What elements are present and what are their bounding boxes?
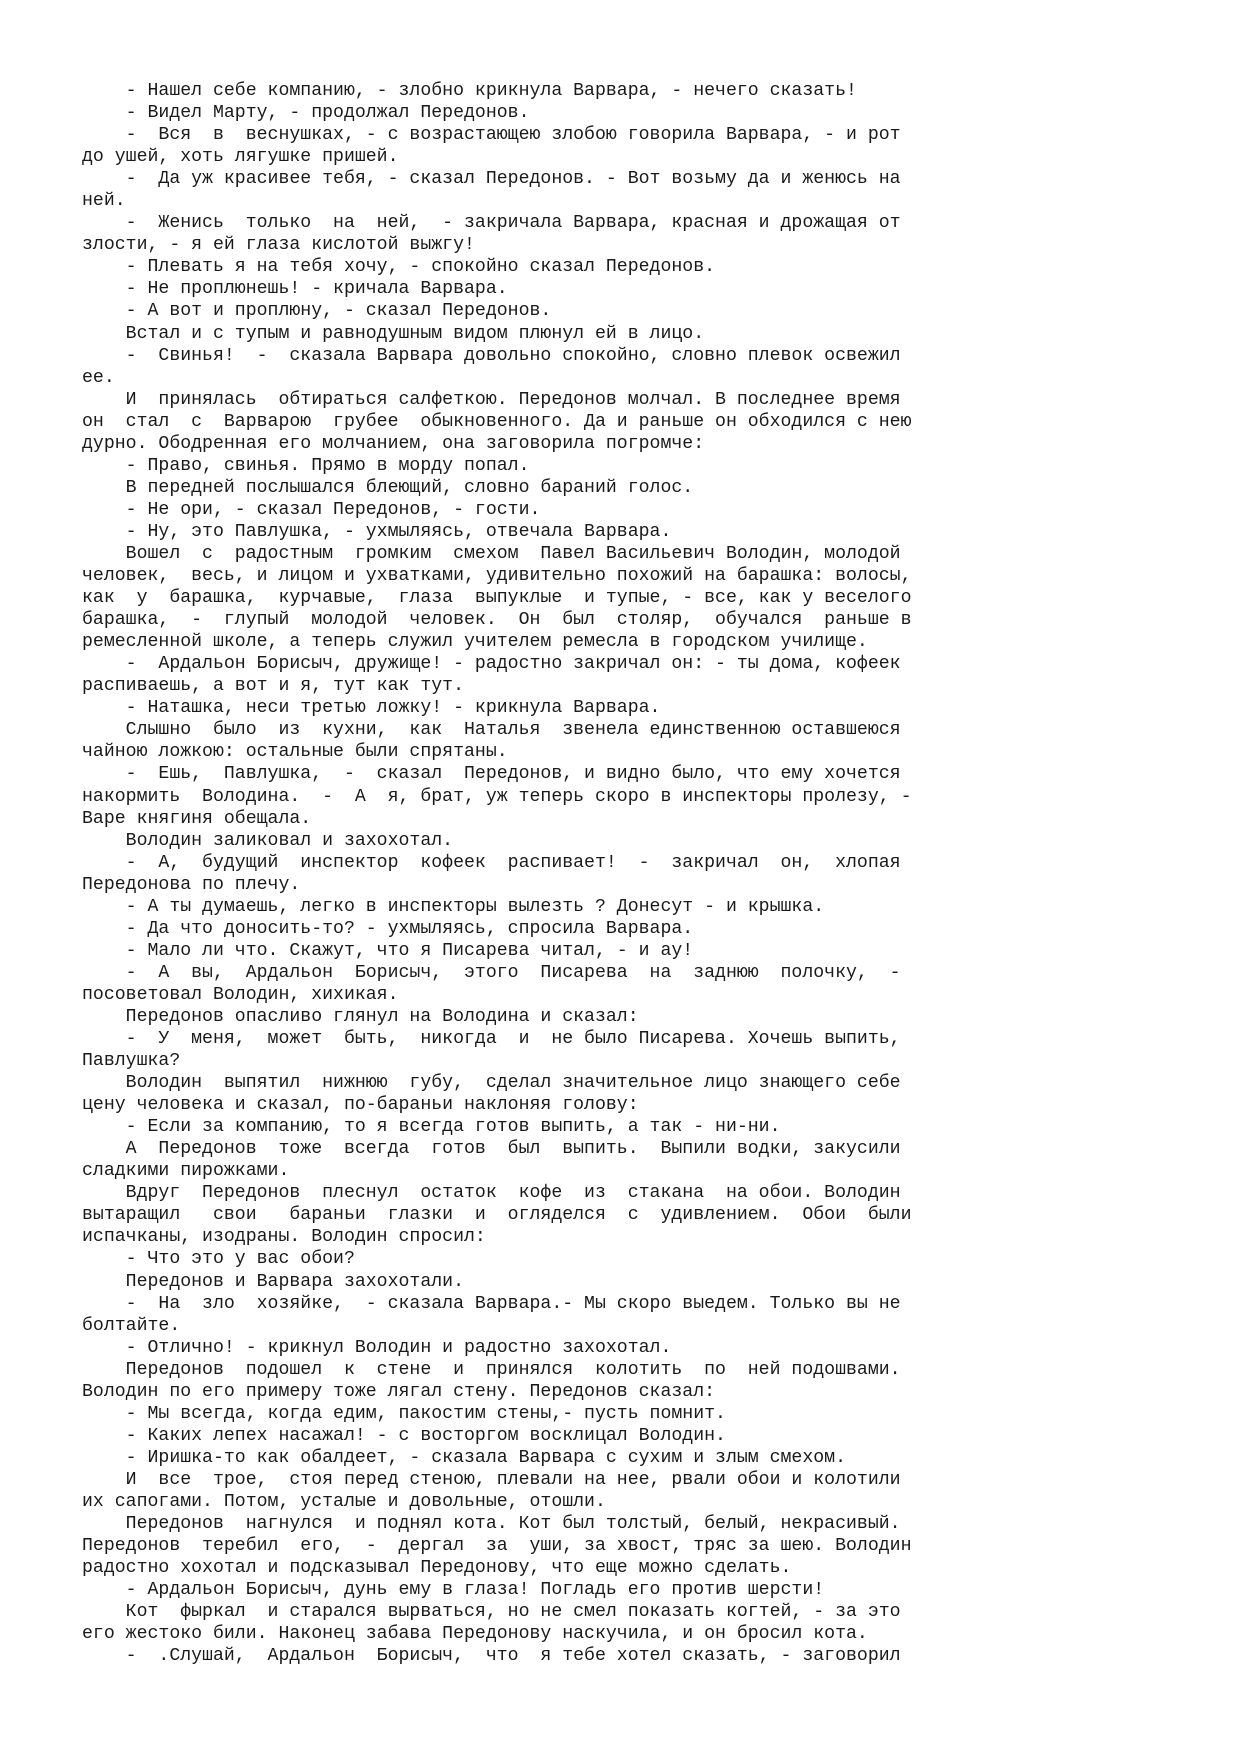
text-line: ремесленной школе, а теперь служил учителем ремесла в городском училище. xyxy=(82,632,868,653)
text-line: - Плевать я на тебя хочу, - спокойно сказал Передонов. xyxy=(82,257,716,278)
text-line: - А вот и проплюну, - сказал Передонов. xyxy=(82,301,552,322)
text-line: - Не проплюнешь! - кричала Варвара. xyxy=(82,279,508,300)
text-line: - У меня, может быть, никогда и не было Писарева. Хочешь выпить, xyxy=(82,1029,901,1050)
text-line: Передонов опасливо глянул на Володина и сказал: xyxy=(82,1006,639,1027)
text-line: Вошел с радостным громким смехом Павел Васильевич Володин, молодой xyxy=(82,543,901,564)
text-line: - А, будущий инспектор кофеек распивает! - закричал он, хлопая xyxy=(82,852,901,873)
text-line: радостно хохотал и подсказывал Передонову, что еще можно сделать. xyxy=(82,1558,792,1579)
text-line: Володин выпятил нижнюю губу, сделал значительное лицо знающего себе xyxy=(82,1073,901,1094)
text-line: ее. xyxy=(82,367,115,388)
text-line: - Иришка-то как обалдеет, - сказала Варвара с сухим и злым смехом. xyxy=(82,1447,846,1468)
text-line: - Видел Марту, - продолжал Передонов. xyxy=(82,103,530,124)
text-line: накормить Володина. - А я, брат, уж теперь скоро в инспекторы пролезу, - xyxy=(82,786,912,807)
text-line: человек, весь, и лицом и ухватками, удивительно похожий на барашка: волосы, xyxy=(82,566,912,587)
text-line: вытаращил свои бараньи глазки и огляделся с удивлением. Обои были xyxy=(82,1205,912,1226)
text-line: Володин заликовал и захохотал. xyxy=(82,830,454,851)
text-line: - Ну, это Павлушка, - ухмыляясь, отвечала Варвара. xyxy=(82,521,672,542)
text-line: их сапогами. Потом, усталые и довольные, отошли. xyxy=(82,1492,606,1512)
text-line: чайною ложкою: остальные были спрятаны. xyxy=(82,742,508,763)
text-line: Володин по его примеру тоже лягал стену. Передонов сказал: xyxy=(82,1381,716,1402)
text-line: - Да уж красивее тебя, - сказал Передонов. - Вот возьму да и женюсь на xyxy=(82,169,901,190)
text-line: - А вы, Ардальон Борисыч, этого Писарева на заднюю полочку, - xyxy=(82,962,901,983)
text-line: Встал и с тупым и равнодушным видом плюнул ей в лицо. xyxy=(82,323,705,344)
text-line: Передонов теребил его, - дергал за уши, за хвост, тряс за шею. Володин xyxy=(82,1536,912,1557)
text-line: - Наташка, неси третью ложку! - крикнула Варвара. xyxy=(82,698,661,719)
text-line: - Ардальон Борисыч, дунь ему в глаза! Погладь его против шерсти! xyxy=(82,1580,825,1601)
text-line: Слышно было из кухни, как Наталья звенела единственною оставшеюся xyxy=(82,720,901,741)
text-line: - Не ори, - сказал Передонов, - гости. xyxy=(82,499,541,520)
text-line: распиваешь, а вот и я, тут как тут. xyxy=(82,676,464,697)
text-line: А Передонов тоже всегда готов был выпить. Выпили водки, закусили xyxy=(82,1139,901,1160)
text-line: Вдруг Передонов плеснул остаток кофе из стакана на обои. Володин xyxy=(82,1183,901,1204)
text-line: до ушей, хоть лягушке пришей. xyxy=(82,147,399,168)
text-line: - Мало ли что. Скажут, что я Писарева читал, - и ау! xyxy=(82,940,694,961)
text-line: испачканы, изодраны. Володин спросил: xyxy=(82,1227,486,1248)
text-line: - Нашел себе компанию, - злобно крикнула Варвара, - нечего сказать! xyxy=(82,81,857,101)
text-line: сладкими пирожками. xyxy=(82,1161,290,1182)
text-line: посоветовал Володин, хихикая. xyxy=(82,984,399,1005)
text-line: В передней послышался блеющий, словно бараний голос. xyxy=(82,477,694,498)
text-line: - Что это у вас обои? xyxy=(82,1249,355,1270)
text-line: злости, - я ей глаза кислотой выжгу! xyxy=(82,235,475,256)
text-line: - На зло хозяйке, - сказала Варвара.- Мы скоро выедем. Только вы не xyxy=(82,1293,901,1314)
text-line: - Ешь, Павлушка, - сказал Передонов, и видно было, что ему хочется xyxy=(82,764,901,785)
text-line: Передонов подошел к стене и принялся колотить по ней подошвами. xyxy=(82,1359,901,1380)
document-body xyxy=(82,80,1032,1667)
text-line: ней. xyxy=(82,191,126,212)
text-line: - Отлично! - крикнул Володин и радостно захохотал. xyxy=(82,1337,672,1358)
text-line: его жестоко били. Наконец забава Передонову наскучила, и он бросил кота. xyxy=(82,1624,868,1645)
text-line: - Право, свинья. Прямо в морду попал. xyxy=(82,455,530,476)
text-line: болтайте. xyxy=(82,1315,181,1336)
text-line: Павлушка? xyxy=(82,1051,181,1072)
text-line: дурно. Ободренная его молчанием, она заговорила погромче: xyxy=(82,433,705,454)
text-line: - Свинья! - сказала Варвара довольно спокойно, словно плевок освежил xyxy=(82,345,901,366)
text-line: И принялась обтираться салфеткою. Передонов молчал. В последнее время xyxy=(82,389,901,410)
text-line: Варе княгиня обещала. xyxy=(82,808,312,829)
text-line: Передонов нагнулся и поднял кота. Кот был толстый, белый, некрасивый. xyxy=(82,1514,901,1535)
text-line: - Женись только на ней, - закричала Варвара, красная и дрожащая от xyxy=(82,213,901,234)
text-line: - Каких лепех насажал! - с восторгом восклицал Володин. xyxy=(82,1425,726,1446)
text-line: - Если за компанию, то я всегда готов выпить, а так - ни-ни. xyxy=(82,1117,781,1138)
text-line: Кот фыркал и старался вырваться, но не смел показать когтей, - за это xyxy=(82,1602,901,1623)
text-line: Передонов и Варвара захохотали. xyxy=(82,1271,464,1292)
text-line: цену человека и сказал, по-бараньи наклоняя голову: xyxy=(82,1095,639,1116)
text-line: - Да что доносить-то? - ухмыляясь, спросила Варвара. xyxy=(82,918,694,939)
text-line: - .Слушай, Ардальон Борисыч, что я тебе хотел сказать, - заговорил xyxy=(82,1646,901,1667)
text-line: - А ты думаешь, легко в инспекторы вылезть ? Донесут - и крышка. xyxy=(82,896,825,917)
text-line: - Мы всегда, когда едим, пакостим стены,- пусть помнит. xyxy=(82,1403,726,1424)
text-line: как у барашка, курчавые, глаза выпуклые и тупые, - все, как у веселого xyxy=(82,588,912,609)
text-line: - Ардальон Борисыч, дружище! - радостно закричал он: - ты дома, кофеек xyxy=(82,654,901,675)
text-line: барашка, - глупый молодой человек. Он был столяр, обучался раньше в xyxy=(82,610,912,631)
text-line: - Вся в веснушках, - с возрастающею злобою говорила Варвара, - и рот xyxy=(82,125,901,146)
text-line: он стал с Варварою грубее обыкновенного. Да и раньше он обходился с нею xyxy=(82,411,912,432)
text-line: И все трое, стоя перед стеною, плевали на нее, рвали обои и колотили xyxy=(82,1469,901,1490)
text-line: Передонова по плечу. xyxy=(82,874,301,895)
